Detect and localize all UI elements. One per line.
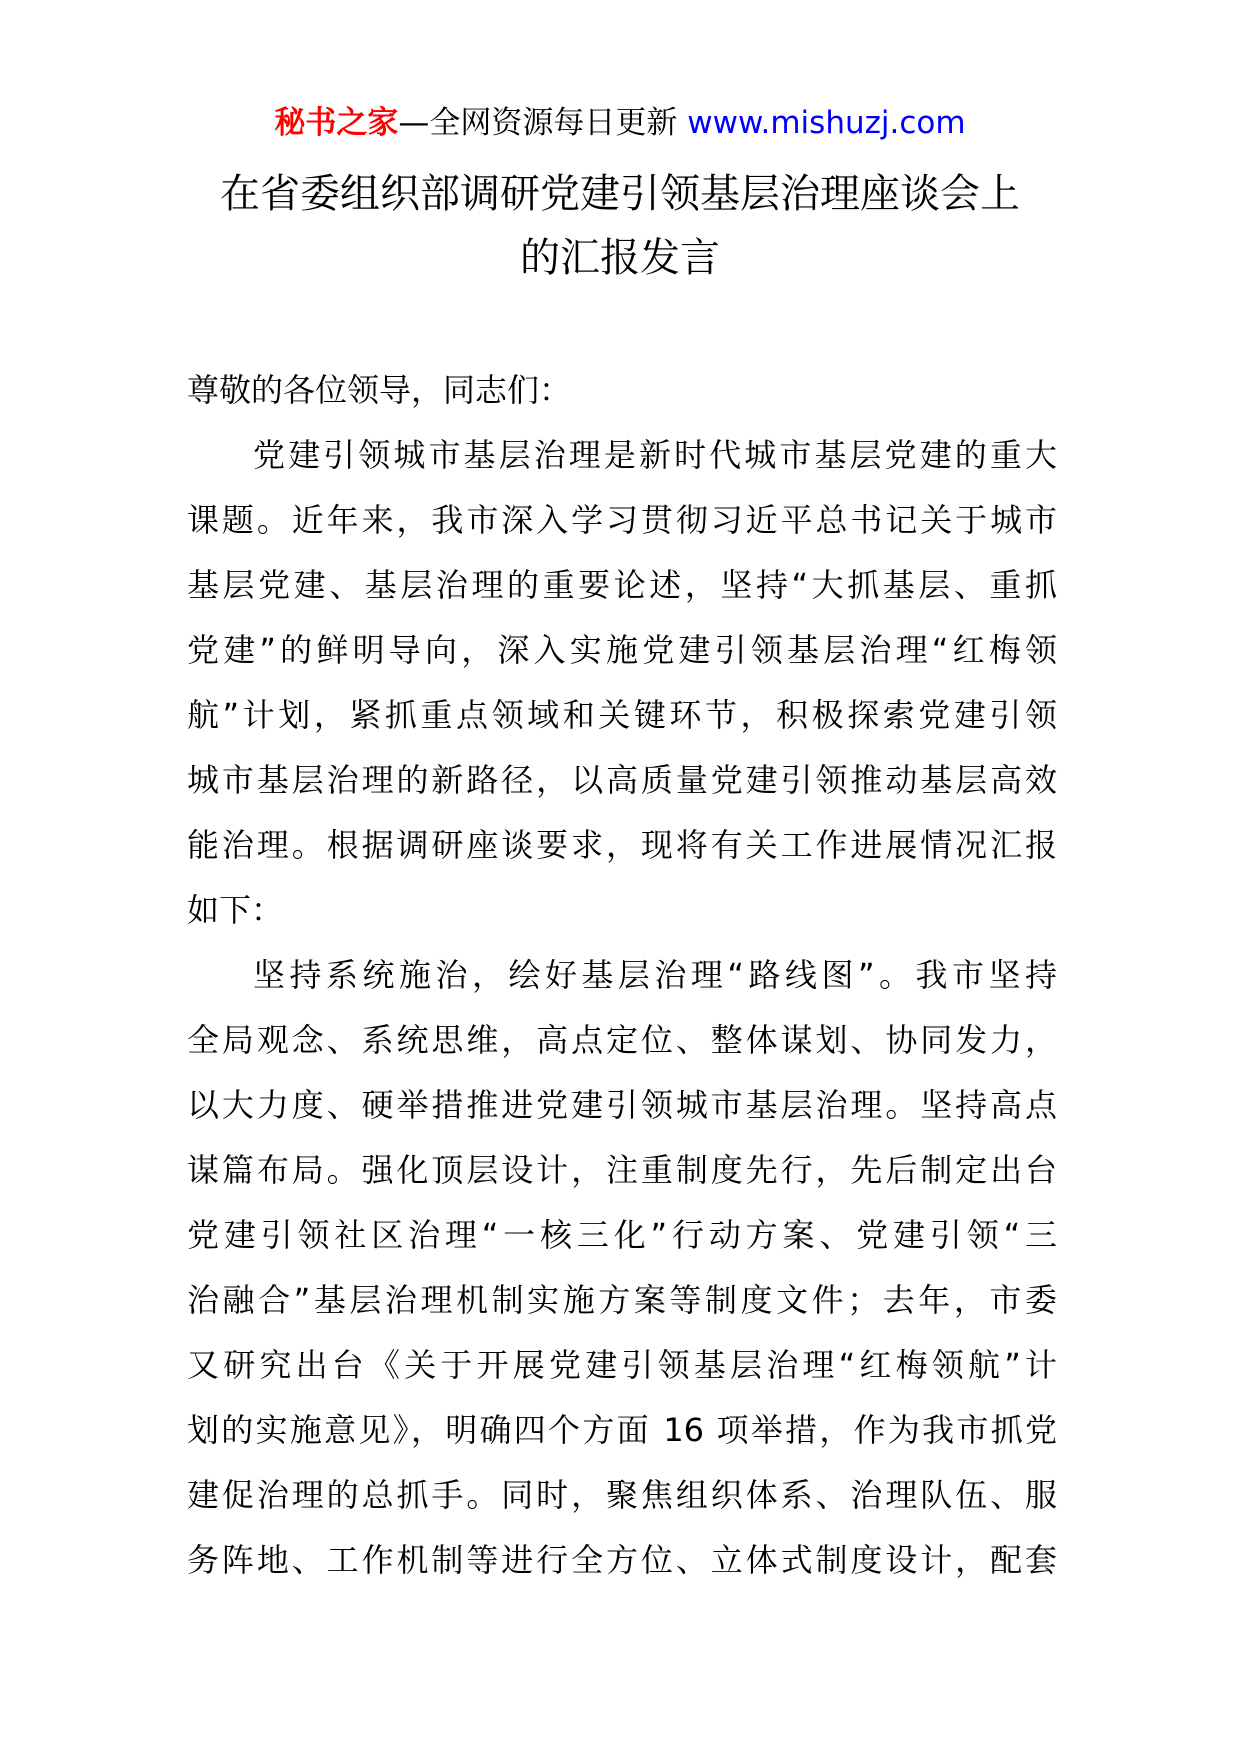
text-line: 坚持系统施治，绘好基层治理“路线图”。我市坚持 <box>253 956 1057 994</box>
text-line: 党建引领社区治理“一核三化”行动方案、党建引领“三 <box>187 1216 1057 1254</box>
text-line: 治融合”基层治理机制实施方案等制度文件；去年，市委 <box>187 1281 1057 1319</box>
text-line: 务阵地、工作机制等进行全方位、立体式制度设计，配套 <box>187 1541 1057 1579</box>
site-header <box>0 100 1240 146</box>
text-line: 谋篇布局。强化顶层设计，注重制度先行，先后制定出台 <box>187 1151 1057 1189</box>
text-line: 以大力度、硬举措推进党建引领城市基层治理。坚持高点 <box>187 1086 1057 1124</box>
text-line: 能治理。根据调研座谈要求，现将有关工作进展情况汇报 <box>187 826 1057 864</box>
document-body <box>187 358 1057 1593</box>
paragraph-2 <box>187 943 1057 1593</box>
text-line: 党建引领城市基层治理是新时代城市基层党建的重大 <box>253 436 1057 474</box>
salutation: 尊敬的各位领导，同志们： <box>187 371 572 409</box>
text-line: 建促治理的总抓手。同时，聚焦组织体系、治理队伍、服 <box>187 1476 1057 1514</box>
text-line: 划的实施意见》，明确四个方面 16 项举措，作为我市抓党 <box>187 1411 1057 1449</box>
text-line: 航”计划，紧抓重点领域和关键环节，积极探索党建引领 <box>187 696 1057 734</box>
text-line: 基层党建、基层治理的重要论述，坚持“大抓基层、重抓 <box>187 566 1057 604</box>
text-line: 如下： <box>187 891 284 929</box>
text-line: 又研究出台《关于开展党建引领基层治理“红梅领航”计 <box>187 1346 1057 1384</box>
text-line: 课题。近年来，我市深入学习贯彻习近平总书记关于城市 <box>187 501 1057 539</box>
text-line: 全局观念、系统思维，高点定位、整体谋划、协同发力， <box>187 1021 1057 1059</box>
title-line: 的汇报发言 <box>520 235 720 281</box>
header-tagline: —全网资源每日更新 <box>398 105 688 141</box>
document-title <box>150 162 1090 290</box>
paragraph-1 <box>187 423 1057 943</box>
text-line: 党建”的鲜明导向，深入实施党建引领基层治理“红梅领 <box>187 631 1057 669</box>
title-line: 在省委组织部调研党建引领基层治理座谈会上 <box>220 171 1020 217</box>
text-line: 城市基层治理的新路径，以高质量党建引领推动基层高效 <box>187 761 1057 799</box>
site-url-link[interactable]: www.mishuzj.com <box>687 105 966 141</box>
brand-name: 秘书之家 <box>274 105 399 141</box>
